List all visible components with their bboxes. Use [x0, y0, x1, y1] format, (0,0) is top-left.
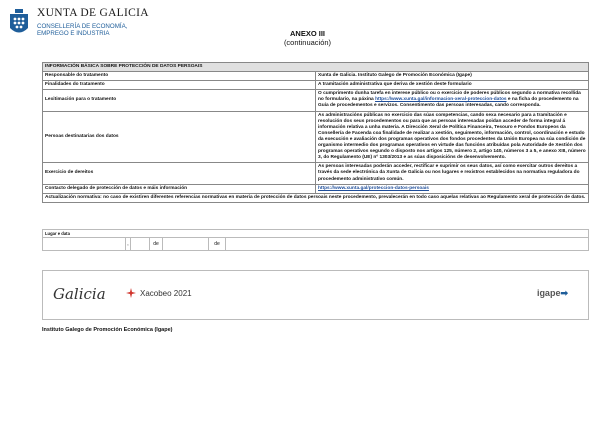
place-field[interactable]	[43, 238, 126, 250]
row-value: As administracións públicas no exercicio das súas competencias, cando sexa necesario para a tramitación e resolución dos seus procedementos ou para que as persoas interesadas poidan acceder de forma integral á información relativa a unha materia. A Dirección Xeral de Política Financeira, Tesouro e Fondos Europeos da Consellería de Facenda coa finalidade de realizar a xestión, seguimento, información, control, coordinación e estudo da execución e avaliación dos programas operativos dos fondos procedentes da Unión Europea na súa condición de organismo intermedio dos programas operativos en virtude das funcións atribuídas pola Autoridade de Xestión dos programas operativos segundo o disposto nos artigos 125, número 2, artigo 140, números 3 a 5, e anexo XIII, número 3, do Regulamento (UE) nº 1303/2013 e as súas disposicións de desenvolvemento.	[316, 111, 589, 163]
row-text-b: e na ficha do procedemento na Guía de procedementos e servizos. Consentimento das persoas interesadas, cando corresponda.	[318, 97, 579, 109]
place-date-section	[42, 229, 589, 251]
xacobeo-label: Xacobeo 2021	[140, 288, 192, 298]
row-value	[316, 90, 589, 111]
normative-note: Actualización normativa: no caso de existiren diferentes referencias normativas en materia de protección de datos persoais neste procedemento, prevalecerán en todo caso aquelas relativas ao Regulamento xeral de protección de datos.	[43, 193, 589, 202]
annex-title: ANEXO III	[289, 29, 325, 38]
row-label: Lexitimación para o tratamento	[43, 90, 316, 111]
igape-arrow-icon: ➡	[560, 288, 568, 298]
table-row	[43, 81, 589, 90]
row-label: Finalidades do tratamento	[43, 81, 316, 90]
annex-subtitle: (continuación)	[283, 38, 332, 47]
place-date-row	[42, 237, 589, 251]
org-sub-line-1: CONSELLERÍA DE ECONOMÍA,	[37, 22, 128, 30]
row-label: Exercicio de dereitos	[43, 163, 316, 184]
row-value: A tramitación administrativa que deriva de xestión deste formulario	[316, 81, 589, 90]
table-row	[43, 90, 589, 111]
row-text-a: O cumprimento dunha tarefa en interese público ou o exercicio de poderes públicos segundo a normativa recollida no formulario, na páxina	[318, 91, 581, 103]
row-label: Responsable do tratamento	[43, 72, 316, 81]
dpo-contact-link[interactable]: https://www.xunta.gal/proteccion-datos-persoais	[318, 185, 429, 191]
org-sub-line-2: EMPREGO E INDUSTRIA	[37, 29, 110, 37]
de-label-2: de	[209, 238, 226, 250]
row-value: As persoas interesadas poderán acceder, rectificar e suprimir os seus datos, así como exercitar outros dereitos a través da sede electrónica da Xunta de Galicia ou nos lugares e rexistros establecidos na normativa reguladora do procedemento administrativo común.	[316, 163, 589, 184]
table-row	[43, 72, 589, 81]
igape-logo	[537, 288, 568, 299]
normative-row	[43, 193, 589, 202]
row-label: Contacto delegado de protección de datos e máis información	[43, 184, 316, 193]
table-row	[43, 163, 589, 184]
de-label-1: de	[150, 238, 163, 250]
month-field[interactable]	[163, 238, 209, 250]
row-value: Xunta de Galicia. Instituto Galego de Promoción Económica (Igape)	[316, 72, 589, 81]
comma-separator: ,	[126, 238, 131, 250]
footer-institute: Instituto Galego de Promoción Económica (Igape)	[42, 327, 173, 333]
row-label: Persoas destinatarias dos datos	[43, 111, 316, 163]
annex-heading	[0, 29, 615, 47]
xacobeo-logo	[125, 287, 192, 299]
xacobeo-icon	[125, 287, 137, 299]
table-heading: INFORMACIÓN BÁSICA SOBRE PROTECCIÓN DE DATOS PERSOAIS	[43, 63, 589, 72]
galicia-logo: Galicia	[53, 285, 106, 303]
privacy-info-link[interactable]: https://www.xunta.gal/informacion-xeral-proteccion-datos	[375, 97, 507, 103]
day-field[interactable]	[131, 238, 150, 250]
year-field[interactable]	[226, 238, 588, 250]
igape-label: igape	[536, 288, 561, 298]
table-row	[43, 184, 589, 193]
org-name: XUNTA DE GALICIA	[37, 7, 149, 19]
footer-logos	[42, 270, 589, 320]
place-date-label: Lugar e data	[42, 229, 589, 237]
data-protection-table	[42, 62, 589, 203]
table-row	[43, 111, 589, 163]
table-heading-row	[43, 63, 589, 72]
row-value	[316, 184, 589, 193]
